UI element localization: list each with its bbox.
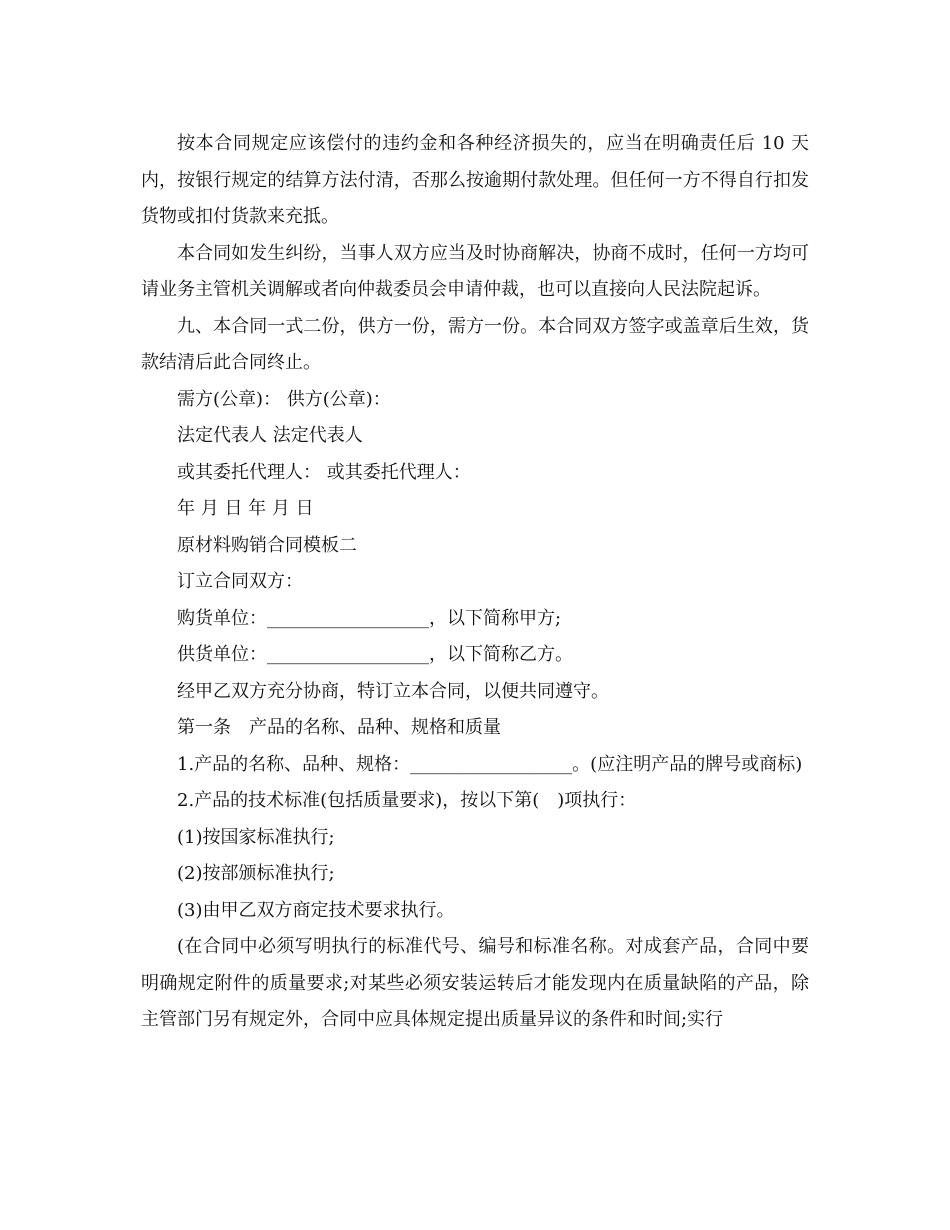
- signature-legal-rep-line: 法定代表人 法定代表人: [177, 425, 363, 446]
- paragraph-article-nine: 九、本合同一式二份，供方一份，需方一份。本合同双方签字或盖章后生效，货款结清后此合同终止。: [141, 315, 809, 373]
- supplier-unit-line: 供货单位：__________________，以下简称乙方。: [177, 644, 573, 665]
- paragraph-dispute-resolution: 本合同如发生纠纷，当事人双方应当及时协商解决，协商不成时，任何一方均可请业务主管机关调解或者向仲裁委员会申请仲裁，也可以直接向人民法院起诉。: [141, 242, 809, 300]
- agreement-statement: 经甲乙双方充分协商，特订立本合同，以便共同遵守。: [177, 680, 609, 702]
- buyer-unit-line: 购货单位：__________________，以下简称甲方;: [177, 607, 562, 629]
- clause-product-name: 1.产品的名称、品种、规格：__________________。(应注明产品的牌号或商标): [177, 753, 803, 775]
- contract-parties-heading: 订立合同双方：: [177, 571, 303, 592]
- signature-date-line: 年 月 日 年 月 日: [177, 498, 314, 519]
- option-ministry-standard: (2)按部颁标准执行;: [177, 863, 335, 884]
- option-national-standard: (1)按国家标准执行;: [177, 826, 335, 848]
- clause-technical-standard: 2.产品的技术标准(包括质量要求)，按以下第( )项执行：: [177, 790, 637, 811]
- template-two-title: 原材料购销合同模板二: [177, 534, 357, 556]
- paragraph-quality-notes: (在合同中必须写明执行的标准代号、编号和标准名称。对成套产品，合同中要明确规定附件的质量要求;对某些必须安装运转后才能发现内在质量缺陷的产品，除主管部门另有规定外，合同中应具体规定提出质量异议的条件和时间;实行: [141, 936, 809, 1030]
- paragraph-penalty-payment: 按本合同规定应该偿付的违约金和各种经济损失的，应当在明确责任后 10 天内，按银行规定的结算方法付清，否那么按逾期付款处理。但任何一方不得自行扣发货物或扣付货款来充抵。: [141, 133, 809, 227]
- article-one-heading: 第一条 产品的名称、品种、规格和质量: [177, 717, 501, 738]
- option-negotiated-standard: (3)由甲乙双方商定技术要求执行。: [177, 899, 455, 921]
- document-body: [141, 126, 809, 1039]
- signature-agent-line: 或其委托代理人： 或其委托代理人：: [177, 461, 471, 483]
- signature-seal-line: 需方(公章)： 供方(公章)：: [177, 388, 391, 410]
